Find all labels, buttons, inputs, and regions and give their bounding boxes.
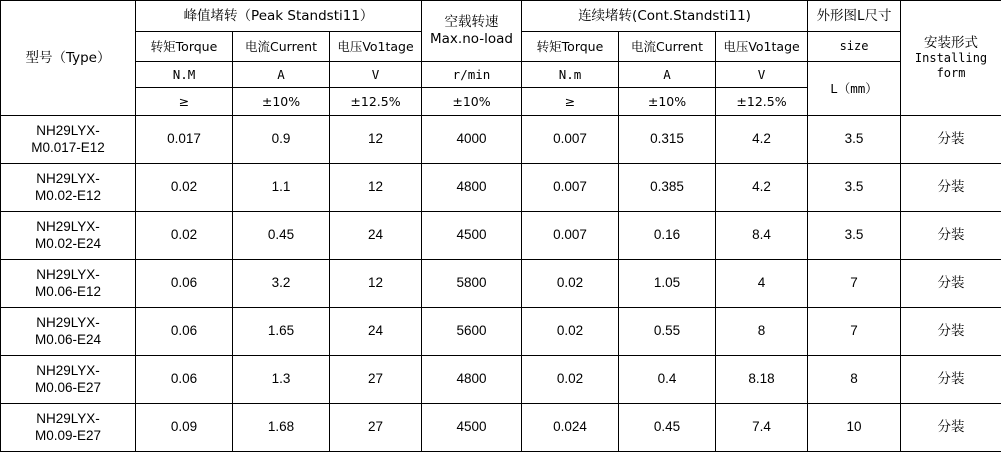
cell-peak-current: 1.1 xyxy=(233,164,330,212)
unit-noload: r/min xyxy=(422,62,522,88)
unit-peak-voltage: V xyxy=(330,62,422,88)
type-line2: M0.017-E12 xyxy=(31,139,105,155)
table-row xyxy=(1,308,1001,356)
cell-cont-current: 0.45 xyxy=(619,404,716,452)
cell-cont-torque: 0.024 xyxy=(522,404,619,452)
cell-cont-current: 0.16 xyxy=(619,212,716,260)
unit-peak-torque: N.M xyxy=(136,62,233,88)
cell-peak-voltage: 12 xyxy=(330,164,422,212)
header-cont-torque: 转矩Torque xyxy=(522,32,619,62)
cell-cont-current: 1.05 xyxy=(619,260,716,308)
cell-size: 3.5 xyxy=(808,212,901,260)
type-line2: M0.06-E12 xyxy=(34,283,102,299)
tol-peak-torque: ≥ xyxy=(136,88,233,116)
cell-peak-voltage: 24 xyxy=(330,212,422,260)
cell-noload: 5800 xyxy=(422,260,522,308)
cell-size: 8 xyxy=(808,356,901,404)
cell-peak-torque: 0.017 xyxy=(136,116,233,164)
header-group-peak: 峰值堵转（Peak Standsti11） xyxy=(136,1,422,32)
cell-peak-current: 0.9 xyxy=(233,116,330,164)
tol-cont-current: ±10% xyxy=(619,88,716,116)
cell-peak-current: 0.45 xyxy=(233,212,330,260)
cell-peak-torque: 0.09 xyxy=(136,404,233,452)
table-row xyxy=(1,404,1001,452)
cell-peak-voltage: 24 xyxy=(330,308,422,356)
type-line2: M0.02-E12 xyxy=(34,187,102,203)
type-line1: NH29LYX- xyxy=(36,266,100,282)
cell-peak-current: 1.3 xyxy=(233,356,330,404)
cell-install: 分装 xyxy=(901,212,1001,260)
cell-cont-voltage: 7.4 xyxy=(716,404,808,452)
header-cont-voltage: 电压Vo1tage xyxy=(716,32,808,62)
cell-cont-torque: 0.007 xyxy=(522,116,619,164)
type-line2: M0.02-E24 xyxy=(34,235,102,251)
cell-cont-torque: 0.02 xyxy=(522,356,619,404)
cell-cont-voltage: 4.2 xyxy=(716,164,808,212)
cell-size: 3.5 xyxy=(808,164,901,212)
unit-peak-current: A xyxy=(233,62,330,88)
install-label-en2: form xyxy=(936,66,966,81)
cell-peak-voltage: 12 xyxy=(330,260,422,308)
header-group-size: 外形图L尺寸 xyxy=(808,1,901,32)
table-row xyxy=(1,116,1001,164)
type-line1: NH29LYX- xyxy=(36,410,100,426)
header-noload-cn: 空载转速 Max.no-load xyxy=(430,14,513,47)
cell-noload: 4000 xyxy=(422,116,522,164)
cell-cont-voltage: 8.4 xyxy=(716,212,808,260)
cell-peak-torque: 0.06 xyxy=(136,308,233,356)
cell-cont-torque: 0.02 xyxy=(522,260,619,308)
type-line2: M0.06-E24 xyxy=(34,331,102,347)
cell-cont-voltage: 4 xyxy=(716,260,808,308)
cell-noload: 4500 xyxy=(422,404,522,452)
cell-peak-voltage: 27 xyxy=(330,356,422,404)
type-line1: NH29LYX- xyxy=(36,362,100,378)
cell-install: 分装 xyxy=(901,260,1001,308)
cell-size: 7 xyxy=(808,308,901,356)
cell-peak-current: 1.65 xyxy=(233,308,330,356)
cell-peak-torque: 0.02 xyxy=(136,212,233,260)
tol-cont-torque: ≥ xyxy=(522,88,619,116)
cell-noload: 4800 xyxy=(422,356,522,404)
table-row xyxy=(1,212,1001,260)
cell-peak-current: 1.68 xyxy=(233,404,330,452)
cell-cont-voltage: 8.18 xyxy=(716,356,808,404)
install-label-cn: 安装形式 xyxy=(924,34,979,51)
cell-cont-torque: 0.02 xyxy=(522,308,619,356)
cell-peak-torque: 0.06 xyxy=(136,356,233,404)
cell-cont-current: 0.55 xyxy=(619,308,716,356)
tol-noload: ±10% xyxy=(422,88,522,116)
cell-peak-current: 3.2 xyxy=(233,260,330,308)
header-type: 型号（Type） xyxy=(1,1,136,116)
cell-install: 分装 xyxy=(901,116,1001,164)
header-size-label: size xyxy=(808,32,901,62)
cell-cont-current: 0.385 xyxy=(619,164,716,212)
cell-type xyxy=(1,116,136,164)
type-line2: M0.06-E27 xyxy=(34,379,102,395)
cell-type xyxy=(1,164,136,212)
cell-install: 分装 xyxy=(901,308,1001,356)
table-row xyxy=(1,260,1001,308)
cell-peak-torque: 0.06 xyxy=(136,260,233,308)
table-row xyxy=(1,356,1001,404)
unit-cont-torque: N.m xyxy=(522,62,619,88)
cell-peak-voltage: 27 xyxy=(330,404,422,452)
cell-noload: 4800 xyxy=(422,164,522,212)
cell-type xyxy=(1,404,136,452)
cell-noload: 4500 xyxy=(422,212,522,260)
cell-type xyxy=(1,212,136,260)
cell-cont-current: 0.315 xyxy=(619,116,716,164)
cell-install: 分装 xyxy=(901,356,1001,404)
type-line2: M0.09-E27 xyxy=(34,427,102,443)
cell-size: 7 xyxy=(808,260,901,308)
header-group-noload xyxy=(422,1,522,62)
header-group-cont: 连续堵转(Cont.Standsti11) xyxy=(522,1,808,32)
type-line1: NH29LYX- xyxy=(36,314,100,330)
cell-cont-torque: 0.007 xyxy=(522,212,619,260)
cell-type xyxy=(1,356,136,404)
header-peak-torque: 转矩Torque xyxy=(136,32,233,62)
cell-type xyxy=(1,308,136,356)
tol-peak-current: ±10% xyxy=(233,88,330,116)
cell-type xyxy=(1,260,136,308)
header-group-install xyxy=(901,1,1001,116)
cell-cont-voltage: 4.2 xyxy=(716,116,808,164)
cell-install: 分装 xyxy=(901,164,1001,212)
cell-install: 分装 xyxy=(901,404,1001,452)
unit-size: L（mm） xyxy=(808,62,901,116)
tol-peak-voltage: ±12.5% xyxy=(330,88,422,116)
type-line1: NH29LYX- xyxy=(36,122,100,138)
type-line1: NH29LYX- xyxy=(36,218,100,234)
cell-cont-voltage: 8 xyxy=(716,308,808,356)
header-cont-current: 电流Current xyxy=(619,32,716,62)
cell-peak-torque: 0.02 xyxy=(136,164,233,212)
cell-size: 3.5 xyxy=(808,116,901,164)
tol-cont-voltage: ±12.5% xyxy=(716,88,808,116)
table-row xyxy=(1,164,1001,212)
cell-noload: 5600 xyxy=(422,308,522,356)
header-peak-voltage: 电压Vo1tage xyxy=(330,32,422,62)
type-line1: NH29LYX- xyxy=(36,170,100,186)
cell-peak-voltage: 12 xyxy=(330,116,422,164)
header-peak-current: 电流Current xyxy=(233,32,330,62)
unit-cont-voltage: V xyxy=(716,62,808,88)
unit-cont-current: A xyxy=(619,62,716,88)
cell-size: 10 xyxy=(808,404,901,452)
cell-cont-current: 0.4 xyxy=(619,356,716,404)
install-label-en1: Installing xyxy=(914,51,988,66)
cell-cont-torque: 0.007 xyxy=(522,164,619,212)
